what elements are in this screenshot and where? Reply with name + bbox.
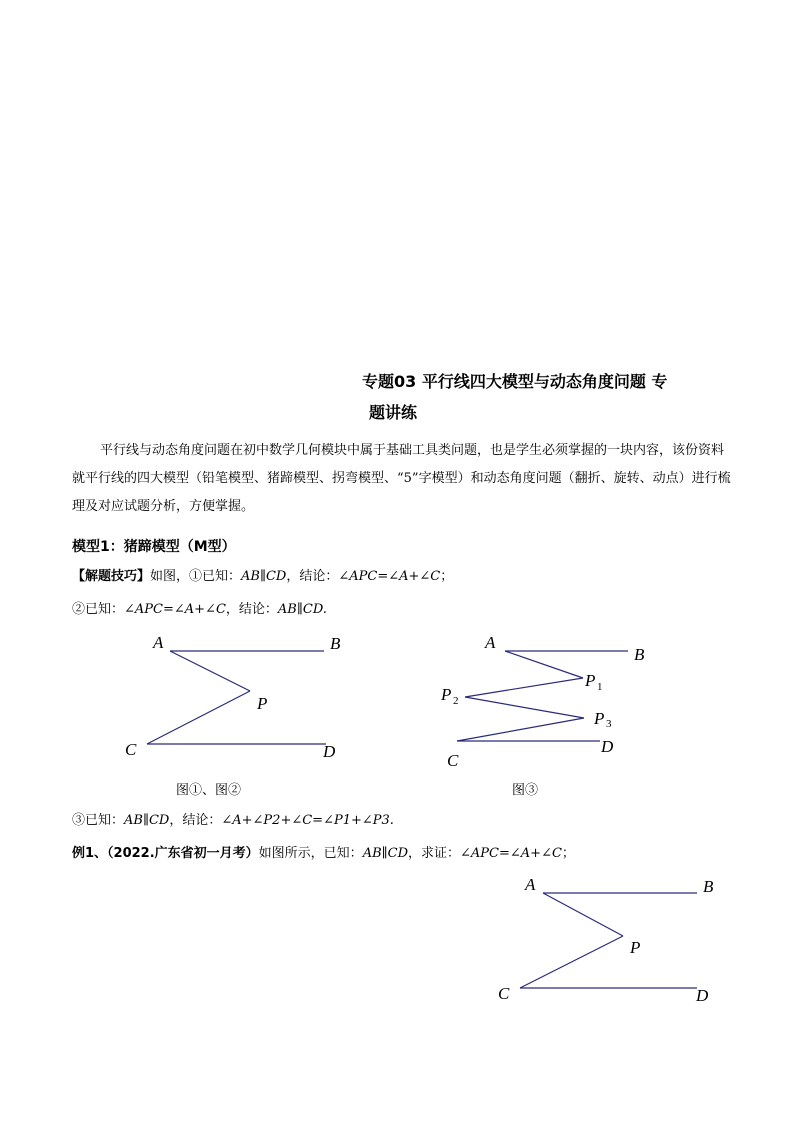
label-P1: P xyxy=(585,671,596,690)
case2-prefix: ②已知： xyxy=(72,602,125,617)
label-B: B xyxy=(330,634,341,653)
example1-end: ； xyxy=(561,846,575,861)
label-B-3: B xyxy=(634,645,645,664)
intro-paragraph: 平行线与动态角度问题在初中数学几何模块中属于基础工具类问题，也是学生必须掌握的一块内容，该份资料就平行线的四大模型（铅笔模型、猪蹄模型、拐弯模型、“5”字模型）和动态角度问题（翻折、旋转、动点）进行梳理及对应试题分析，方便掌握。 xyxy=(72,443,731,514)
label-P: P xyxy=(257,694,268,713)
label-C-3: C xyxy=(447,751,459,770)
label-P3: P xyxy=(594,709,605,728)
tips-end: ； xyxy=(440,569,454,584)
example-label-A: A xyxy=(525,875,536,894)
label-P2-sub: 2 xyxy=(453,695,459,707)
case3-condition: AB∥CD xyxy=(124,813,170,828)
example1-condition: AB∥CD xyxy=(362,846,409,861)
example-label-C: C xyxy=(498,984,510,1003)
label-C: C xyxy=(125,740,137,759)
example1-text: 如图所示，已知： xyxy=(258,846,363,861)
example-label-B: B xyxy=(703,877,714,896)
example1-label: 例1、（2022.广东省初一月考） xyxy=(72,846,259,861)
tips-label: 【解题技巧】 xyxy=(72,569,151,584)
tips-text2: ，结论： xyxy=(286,569,339,584)
case2-condition: ∠APC=∠A+∠C xyxy=(124,602,226,617)
example-label-P: P xyxy=(630,938,641,957)
case3-conclusion: ∠A+∠P2+∠C=∠P1+∠P3. xyxy=(221,813,394,828)
example1-goal: ∠APC=∠A+∠C xyxy=(460,846,562,861)
label-P1-sub: 1 xyxy=(597,681,603,693)
example1-mid: ，求证： xyxy=(408,846,461,861)
tips-condition: AB∥CD xyxy=(241,569,287,584)
label-A-3: A xyxy=(485,633,496,652)
label-P3-sub: 3 xyxy=(606,718,612,730)
label-A: A xyxy=(153,633,164,652)
model1-heading: 模型1：猪蹄模型（M型） xyxy=(72,539,236,555)
tips-text: 如图，①已知： xyxy=(150,569,242,584)
example-label-D: D xyxy=(696,986,709,1005)
caption-figure-3: 图③ xyxy=(512,783,539,798)
case2-mid: ，结论： xyxy=(225,602,278,617)
label-P2: P xyxy=(441,685,452,704)
label-D-3: D xyxy=(601,737,614,756)
label-D: D xyxy=(323,742,336,761)
page-title: 专题03 平行线四大模型与动态角度问题 专 xyxy=(362,372,668,391)
page-title-continued: 题讲练 xyxy=(369,403,418,422)
case3-mid: ，结论： xyxy=(169,813,222,828)
tips-conclusion: ∠APC=∠A+∠C xyxy=(338,569,441,584)
caption-figure-1-2: 图①、图② xyxy=(176,783,242,798)
case2-conclusion: AB∥CD. xyxy=(277,602,327,617)
case3-prefix: ③已知： xyxy=(72,813,125,828)
